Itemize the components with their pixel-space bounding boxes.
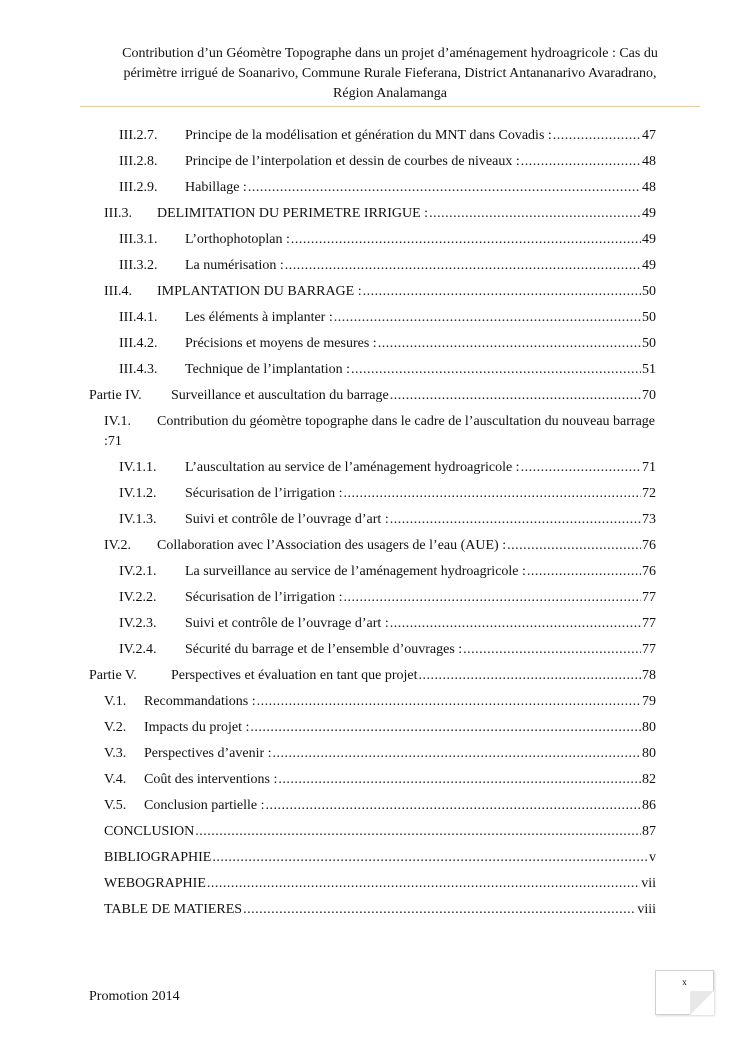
- toc-dot-leader: [248, 175, 641, 201]
- toc-entry-title: Conclusion partielle :: [144, 798, 265, 813]
- toc-entry-number: IV.2.2.: [119, 590, 157, 605]
- toc-entry-number: III.3.2.: [119, 258, 158, 273]
- toc-dot-leader: [257, 689, 641, 715]
- toc-entry[interactable]: [104, 201, 656, 227]
- toc-entry-number: V.3.: [104, 746, 127, 761]
- toc-entry-number: III.3.: [104, 206, 132, 221]
- toc-dot-leader: [212, 845, 648, 871]
- toc-entry[interactable]: [89, 383, 656, 409]
- toc-entry-title: La numérisation :: [185, 258, 284, 273]
- toc-entry-title: Perspectives et évaluation en tant que projet: [171, 668, 418, 683]
- toc-entry-page: 50: [642, 310, 656, 325]
- header-line-1: Contribution d’un Géomètre Topographe dans un projet d’aménagement hydroagricole : Cas du: [122, 46, 658, 61]
- toc-entry[interactable]: [119, 611, 656, 637]
- toc-entry-page: 79: [642, 694, 656, 709]
- toc-entry-number: III.4.: [104, 284, 132, 299]
- toc-entry-number: III.4.2.: [119, 336, 158, 351]
- toc-entry-page: 51: [642, 362, 656, 377]
- toc-entry-title: Contribution du géomètre topographe dans le cadre de l’auscultation du nouveau barrage :: [104, 414, 655, 449]
- toc-entry-number: IV.2.: [104, 538, 131, 553]
- toc-entry-page: 50: [642, 336, 656, 351]
- page-number: x: [682, 977, 687, 987]
- footer-promotion: Promotion 2014: [89, 989, 180, 1004]
- toc-entry-page: 48: [642, 154, 656, 169]
- toc-entry-number: IV.2.1.: [119, 564, 157, 579]
- toc-dot-leader: [343, 585, 641, 611]
- toc-entry-page: 49: [642, 206, 656, 221]
- toc-entry-title: Surveillance et auscultation du barrage: [171, 388, 389, 403]
- toc-entry-page: 80: [642, 746, 656, 761]
- toc-entry-page: 50: [642, 284, 656, 299]
- toc-entry-number: III.2.7.: [119, 128, 158, 143]
- toc-entry[interactable]: [119, 175, 656, 201]
- toc-entry[interactable]: [104, 741, 656, 767]
- toc-entry[interactable]: [119, 253, 656, 279]
- toc-entry[interactable]: [119, 481, 656, 507]
- toc-entry-page: 73: [642, 512, 656, 527]
- toc-entry-title: TABLE DE MATIERES: [104, 902, 243, 917]
- toc-entry-number: III.2.8.: [119, 154, 158, 169]
- toc-entry-number: V.1.: [104, 694, 127, 709]
- table-of-contents: [0, 123, 745, 923]
- toc-entry[interactable]: [104, 279, 656, 305]
- toc-entry[interactable]: [119, 305, 656, 331]
- toc-entry-title: Recommandations :: [144, 694, 256, 709]
- toc-entry-page: 71: [107, 434, 122, 449]
- toc-entry-title: BIBLIOGRAPHIE: [104, 850, 212, 865]
- toc-entry[interactable]: [119, 123, 656, 149]
- toc-dot-leader: [207, 871, 640, 897]
- toc-entry[interactable]: [104, 871, 656, 897]
- toc-dot-leader: [343, 481, 641, 507]
- toc-entry-number: V.2.: [104, 720, 127, 735]
- toc-dot-leader: [243, 897, 636, 923]
- toc-dot-leader: [334, 305, 641, 331]
- toc-entry[interactable]: [104, 409, 656, 455]
- toc-entry-page: 77: [642, 616, 656, 631]
- toc-entry[interactable]: [119, 227, 656, 253]
- toc-entry[interactable]: [104, 819, 656, 845]
- toc-entry-page: 49: [642, 232, 656, 247]
- toc-entry-number: Partie V.: [89, 668, 137, 683]
- toc-entry-title: Suivi et contrôle de l’ouvrage d’art :: [185, 616, 389, 631]
- toc-entry-page: 87: [642, 824, 656, 839]
- toc-entry-title: Technique de l’implantation :: [185, 362, 351, 377]
- toc-entry-page: 72: [642, 486, 656, 501]
- toc-entry-title: La surveillance au service de l’aménagement hydroagricole :: [185, 564, 526, 579]
- toc-dot-leader: [273, 741, 641, 767]
- toc-entry-number: V.5.: [104, 798, 127, 813]
- toc-entry-title: Impacts du projet :: [144, 720, 250, 735]
- toc-entry-page: v: [649, 850, 656, 865]
- toc-entry[interactable]: [119, 331, 656, 357]
- page-number-box: [655, 970, 714, 1015]
- toc-dot-leader: [418, 663, 641, 689]
- toc-entry-number: IV.2.4.: [119, 642, 157, 657]
- toc-dot-leader: [363, 279, 641, 305]
- toc-entry-number: III.4.1.: [119, 310, 158, 325]
- toc-dot-leader: [463, 637, 641, 663]
- toc-entry-page: vii: [641, 876, 656, 891]
- toc-entry-title: Sécurisation de l’irrigation :: [185, 590, 343, 605]
- toc-entry[interactable]: [104, 689, 656, 715]
- toc-dot-leader: [378, 331, 641, 357]
- toc-entry-number: IV.1.3.: [119, 512, 157, 527]
- toc-entry-title: Coût des interventions :: [144, 772, 278, 787]
- toc-entry[interactable]: [119, 637, 656, 663]
- toc-entry-number: IV.2.3.: [119, 616, 157, 631]
- toc-entry-page: 76: [642, 538, 656, 553]
- toc-dot-leader: [250, 715, 641, 741]
- toc-entry[interactable]: [119, 585, 656, 611]
- toc-dot-leader: [521, 149, 641, 175]
- toc-entry-number: IV.1.2.: [119, 486, 157, 501]
- toc-dot-leader: [521, 455, 641, 481]
- toc-dot-leader: [285, 253, 641, 279]
- toc-entry-title: Précisions et moyens de mesures :: [185, 336, 377, 351]
- toc-entry[interactable]: [104, 845, 656, 871]
- toc-entry-title: Principe de la modélisation et génération du MNT dans Covadis :: [185, 128, 552, 143]
- toc-entry-page: 77: [642, 590, 656, 605]
- toc-dot-leader: [195, 819, 641, 845]
- toc-entry[interactable]: [119, 507, 656, 533]
- toc-entry[interactable]: [119, 357, 656, 383]
- toc-entry-page: 76: [642, 564, 656, 579]
- toc-entry-page: 48: [642, 180, 656, 195]
- toc-entry-number: IV.1.1.: [119, 460, 157, 475]
- toc-entry-number: III.3.1.: [119, 232, 158, 247]
- toc-entry-number: Partie IV.: [89, 388, 142, 403]
- toc-dot-leader: [266, 793, 641, 819]
- toc-entry-title: Principe de l’interpolation et dessin de courbes de niveaux :: [185, 154, 520, 169]
- header-line-3: Région Analamanga: [333, 86, 447, 101]
- toc-entry-title: Perspectives d’avenir :: [144, 746, 272, 761]
- toc-dot-leader: [390, 507, 641, 533]
- toc-entry-title: Sécurité du barrage et de l’ensemble d’ouvrages :: [185, 642, 463, 657]
- toc-entry-page: 70: [642, 388, 656, 403]
- toc-dot-leader: [390, 611, 641, 637]
- toc-entry-page: 47: [642, 128, 656, 143]
- toc-entry-title: Collaboration avec l’Association des usagers de l’eau (AUE) :: [157, 538, 507, 553]
- page-header: [90, 44, 690, 104]
- toc-dot-leader: [351, 357, 641, 383]
- page-curl-icon: [690, 991, 714, 1015]
- toc-entry-title: Habillage :: [185, 180, 247, 195]
- toc-entry-title: Sécurisation de l’irrigation :: [185, 486, 343, 501]
- toc-entry-title: Les éléments à implanter :: [185, 310, 333, 325]
- toc-entry-page: 82: [642, 772, 656, 787]
- toc-entry-number: IV.1.: [104, 414, 131, 429]
- toc-entry-page: 77: [642, 642, 656, 657]
- toc-dot-leader: [429, 201, 641, 227]
- toc-entry-title: L’orthophotoplan :: [185, 232, 290, 247]
- toc-entry[interactable]: [104, 793, 656, 819]
- header-divider: [80, 106, 700, 107]
- toc-entry-title: Suivi et contrôle de l’ouvrage d’art :: [185, 512, 389, 527]
- toc-entry-page: 78: [642, 668, 656, 683]
- toc-entry[interactable]: [119, 455, 656, 481]
- toc-dot-leader: [553, 123, 641, 149]
- toc-entry-page: 71: [642, 460, 656, 475]
- toc-entry-title: DELIMITATION DU PERIMETRE IRRIGUE :: [157, 206, 429, 221]
- toc-dot-leader: [507, 533, 641, 559]
- header-line-2: périmètre irrigué de Soanarivo, Commune Rurale Fieferana, District Antananarivo Avaradrano,: [123, 66, 657, 81]
- toc-entry[interactable]: [104, 533, 656, 559]
- toc-entry[interactable]: [104, 767, 656, 793]
- toc-entry-number: III.2.9.: [119, 180, 158, 195]
- toc-entry[interactable]: [104, 897, 656, 923]
- toc-entry-page: 80: [642, 720, 656, 735]
- toc-dot-leader: [291, 227, 641, 253]
- toc-entry-title: WEBOGRAPHIE: [104, 876, 206, 891]
- toc-dot-leader: [390, 383, 641, 409]
- toc-entry[interactable]: [89, 663, 656, 689]
- toc-entry-title: L’auscultation au service de l’aménagement hydroagricole :: [185, 460, 520, 475]
- toc-entry-title: IMPLANTATION DU BARRAGE :: [157, 284, 362, 299]
- toc-entry-number: V.4.: [104, 772, 127, 787]
- toc-entry[interactable]: [119, 559, 656, 585]
- toc-entry-page: viii: [637, 902, 656, 917]
- toc-entry[interactable]: [104, 715, 656, 741]
- toc-entry[interactable]: [119, 149, 656, 175]
- toc-dot-leader: [278, 767, 641, 793]
- toc-entry-page: 86: [642, 798, 656, 813]
- toc-entry-title: CONCLUSION: [104, 824, 195, 839]
- toc-dot-leader: [527, 559, 641, 585]
- toc-entry-page: 49: [642, 258, 656, 273]
- toc-entry-number: III.4.3.: [119, 362, 158, 377]
